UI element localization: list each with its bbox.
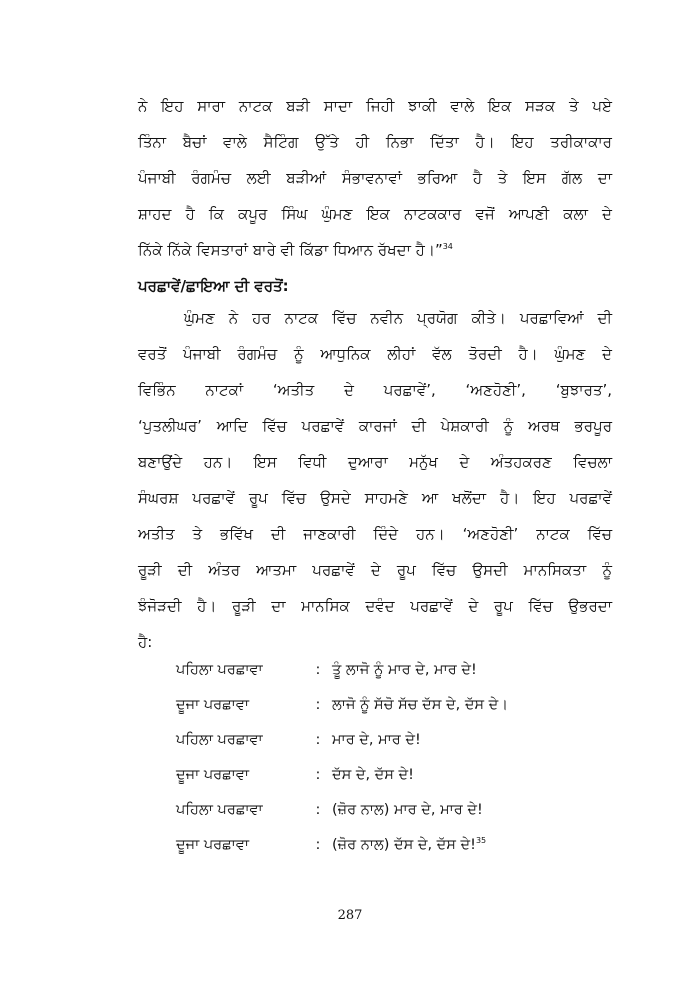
paragraph-line: ਤਿੰਨਾ ਬੈਚਾਂ ਵਾਲੇ ਸੈਟਿੰਗ ਉੱਤੇ ਹੀ ਨਿਭਾ ਦਿੱਤਾ ਹੈ। ਇਹ ਤਰੀਕਾਕਾਰ [138, 133, 612, 151]
dialogue-speech: ਦੱਸ ਦੇ, ਦੱਸ ਦੇ! [332, 767, 414, 783]
paragraph-2 [138, 300, 612, 660]
dialogue-row [176, 793, 612, 828]
footnote-ref: 35 [475, 836, 487, 846]
paragraph-line: ਹੈ: [138, 633, 153, 651]
dialogue-speaker: ਦੂਜਾ ਪਰਛਾਵਾ [176, 837, 250, 853]
dialogue-colon: : [315, 767, 321, 783]
dialogue-block [176, 653, 612, 863]
dialogue-speaker: ਪਹਿਲਾ ਪਰਛਾਵਾ [176, 732, 263, 748]
dialogue-speaker: ਦੂਜਾ ਪਰਛਾਵਾ [176, 767, 250, 783]
paragraph-1 [138, 88, 612, 268]
paragraph-line: ਸੰਘਰਸ਼ ਪਰਛਾਵੇਂ ਰੂਪ ਵਿੱਚ ਉਸਦੇ ਸਾਹਮਣੇ ਆ ਖਲੋਂਦਾ ਹੈ। ਇਹ ਪਰਛਾਵੇਂ [138, 489, 612, 507]
dialogue-speech: ਤੂੰ ਲਾਜੋ ਨੂੰ ਮਾਰ ਦੇ, ਮਾਰ ਦੇ! [332, 662, 477, 678]
dialogue-speaker: ਦੂਜਾ ਪਰਛਾਵਾ [176, 697, 250, 713]
dialogue-colon: : [315, 837, 321, 853]
paragraph-line: ਪੰਜਾਬੀ ਰੰਗਮੰਚ ਲਈ ਬੜੀਆਂ ਸੰਭਾਵਨਾਵਾਂ ਭਰਿਆ ਹੈ ਤੇ ਇਸ ਗੱਲ ਦਾ [138, 169, 612, 187]
dialogue-row [176, 828, 612, 863]
paragraph-line: ਬਣਾਉਂਦੇ ਹਨ। ਇਸ ਵਿਧੀ ਦੁਆਰਾ ਮਨੁੱਖ ਦੇ ਅੰਤਹਕਰਣ ਵਿਚਲਾ [138, 453, 612, 471]
dialogue-colon: : [315, 697, 321, 713]
paragraph-line: ਵਰਤੋਂ ਪੰਜਾਬੀ ਰੰਗਮੰਚ ਨੂੰ ਆਧੁਨਿਕ ਲੀਹਾਂ ਵੱਲ ਤੋਰਦੀ ਹੈ। ਘੁੰਮਣ ਦੇ [138, 345, 612, 363]
page-number: 287 [337, 908, 363, 923]
paragraph-line: ਰੂੜੀ ਦੀ ਅੰਤਰ ਆਤਮਾ ਪਰਛਾਵੇਂ ਦੇ ਰੂਪ ਵਿੱਚ ਉਸਦੀ ਮਾਨਸਿਕਤਾ ਨੂੰ [138, 561, 612, 579]
dialogue-speech [332, 828, 612, 863]
paragraph-line-text: ਨਿੱਕੇ ਨਿੱਕੇ ਵਿਸਤਾਰਾਂ ਬਾਰੇ ਵੀ ਕਿੱਡਾ ਧਿਆਨ ਰੱਖਦਾ ਹੈ।” [138, 241, 443, 259]
section-heading: ਪਰਛਾਵੇਂ/ਛਾਇਆ ਦੀ ਵਰਤੋਂ: [138, 277, 289, 295]
dialogue-row [176, 758, 612, 793]
paragraph-line: ਨੇ ਇਹ ਸਾਰਾ ਨਾਟਕ ਬੜੀ ਸਾਦਾ ਜਿਹੀ ਝਾਕੀ ਵਾਲੇ ਇਕ ਸੜਕ ਤੇ ਪਏ [138, 97, 612, 115]
dialogue-colon: : [315, 732, 321, 748]
dialogue-colon: : [315, 802, 321, 818]
dialogue-speech: (ਜ਼ੋਰ ਨਾਲ) ਮਾਰ ਦੇ, ਮਾਰ ਦੇ! [332, 802, 483, 818]
paragraph-line: ਘੁੰਮਣ ਨੇ ਹਰ ਨਾਟਕ ਵਿੱਚ ਨਵੀਨ ਪ੍ਰਯੋਗ ਕੀਤੇ। ਪਰਛਾਵਿਆਂ ਦੀ [184, 309, 612, 327]
dialogue-row [176, 723, 612, 758]
dialogue-speech-text: (ਜ਼ੋਰ ਨਾਲ) ਦੱਸ ਦੇ, ਦੱਸ ਦੇ! [332, 837, 476, 853]
dialogue-speech: ਲਾਜੋ ਨੂੰ ਸੱਚੋ ਸੱਚ ਦੱਸ ਦੇ, ਦੱਸ ਦੇ। [332, 697, 509, 713]
paragraph-line: ‘ਪੁਤਲੀਘਰ’ ਆਦਿ ਵਿੱਚ ਪਰਛਾਵੇਂ ਕਾਰਜਾਂ ਦੀ ਪੇਸ਼ਕਾਰੀ ਨੂੰ ਅਰਥ ਭਰਪੂਰ [138, 417, 612, 435]
dialogue-speaker: ਪਹਿਲਾ ਪਰਛਾਵਾ [176, 662, 263, 678]
dialogue-colon: : [315, 662, 321, 678]
paragraph-line: ਝੰਜੋੜਦੀ ਹੈ। ਰੂੜੀ ਦਾ ਮਾਨਸਿਕ ਦਵੰਦ ਪਰਛਾਵੇਂ ਦੇ ਰੂਪ ਵਿੱਚ ਉਭਰਦਾ [138, 597, 612, 615]
paragraph-line: ਸ਼ਾਹਦ ਹੈ ਕਿ ਕਪੂਰ ਸਿੰਘ ਘੁੰਮਣ ਇਕ ਨਾਟਕਕਾਰ ਵਜੋਂ ਆਪਣੀ ਕਲਾ ਦੇ [138, 205, 612, 223]
paragraph-line [138, 232, 612, 268]
paragraph-line: ਵਿਭਿੰਨ ਨਾਟਕਾਂ ‘ਅਤੀਤ ਦੇ ਪਰਛਾਵੇਂ’, ‘ਅਣਹੋਣੀ’, ‘ਬੁਝਾਰਤ’, [138, 381, 612, 399]
paragraph-line: ਅਤੀਤ ਤੇ ਭਵਿੱਖ ਦੀ ਜਾਣਕਾਰੀ ਦਿੰਦੇ ਹਨ। ‘ਅਣਹੋਣੀ’ ਨਾਟਕ ਵਿੱਚ [138, 525, 612, 543]
footnote-ref: 34 [442, 242, 453, 251]
dialogue-speech: ਮਾਰ ਦੇ, ਮਾਰ ਦੇ! [332, 732, 421, 748]
dialogue-row [176, 653, 612, 688]
dialogue-speaker: ਪਹਿਲਾ ਪਰਛਾਵਾ [176, 802, 263, 818]
dialogue-row [176, 688, 612, 723]
